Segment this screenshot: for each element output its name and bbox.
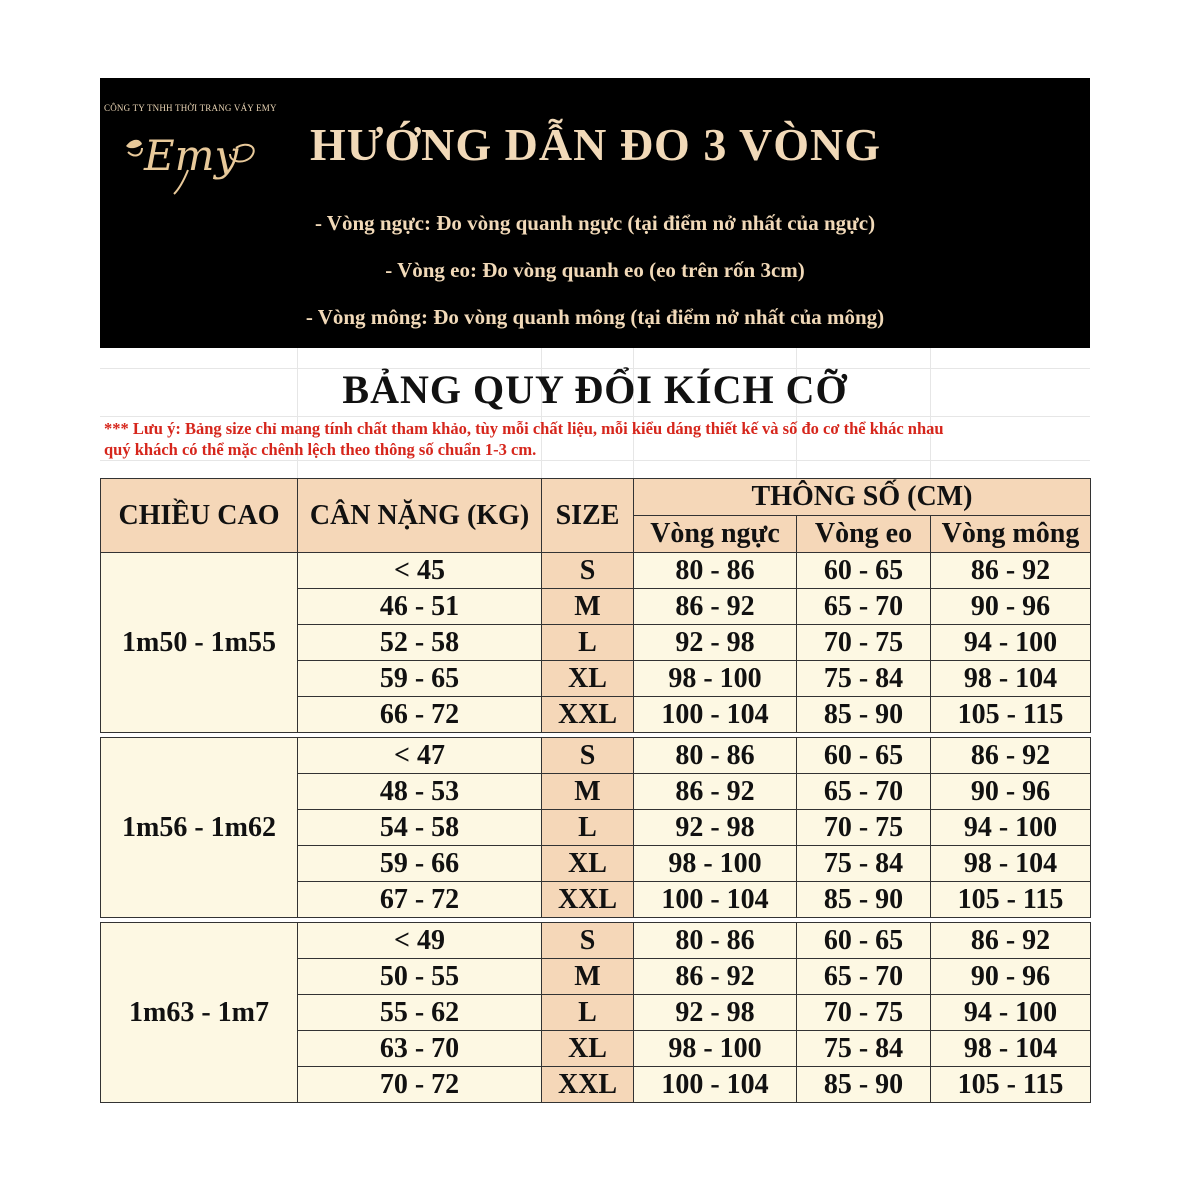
waist-cell: 60 - 65 xyxy=(797,738,931,774)
table-row xyxy=(101,738,1091,774)
size-cell: L xyxy=(542,995,634,1031)
size-note xyxy=(104,418,1088,460)
instruction-hip: - Vòng mông: Đo vòng quanh mông (tại điểm nở nhất của mông) xyxy=(305,305,885,329)
hip-cell: 98 - 104 xyxy=(931,846,1091,882)
size-cell: XL xyxy=(542,661,634,697)
bust-cell: 100 - 104 xyxy=(634,882,797,918)
bust-cell: 100 - 104 xyxy=(634,1067,797,1103)
waist-cell: 70 - 75 xyxy=(797,995,931,1031)
hip-cell: 86 - 92 xyxy=(931,553,1091,589)
waist-cell: 75 - 84 xyxy=(797,661,931,697)
header-waist: Vòng eo xyxy=(797,516,931,553)
weight-cell: 52 - 58 xyxy=(298,625,542,661)
header-hip: Vòng mông xyxy=(931,516,1091,553)
weight-cell: 67 - 72 xyxy=(298,882,542,918)
weight-cell: 70 - 72 xyxy=(298,1067,542,1103)
weight-cell: 55 - 62 xyxy=(298,995,542,1031)
weight-cell: 48 - 53 xyxy=(298,774,542,810)
weight-cell: 50 - 55 xyxy=(298,959,542,995)
table-row xyxy=(101,553,1091,589)
hip-cell: 98 - 104 xyxy=(931,661,1091,697)
hip-cell: 94 - 100 xyxy=(931,625,1091,661)
waist-cell: 70 - 75 xyxy=(797,625,931,661)
header-weight: CÂN NẶNG (KG) xyxy=(298,479,542,553)
waist-cell: 75 - 84 xyxy=(797,1031,931,1067)
size-cell: S xyxy=(542,923,634,959)
weight-cell: < 45 xyxy=(298,553,542,589)
header-height: CHIỀU CAO xyxy=(101,479,298,553)
weight-cell: 59 - 65 xyxy=(298,661,542,697)
hip-cell: 90 - 96 xyxy=(931,774,1091,810)
bust-cell: 80 - 86 xyxy=(634,738,797,774)
weight-cell: 66 - 72 xyxy=(298,697,542,733)
header-size: SIZE xyxy=(542,479,634,553)
instruction-waist: - Vòng eo: Đo vòng quanh eo (eo trên rốn 3cm) xyxy=(385,258,805,282)
bust-cell: 92 - 98 xyxy=(634,810,797,846)
waist-cell: 75 - 84 xyxy=(797,846,931,882)
size-note-line2: quý khách có thể mặc chênh lệch theo thông số chuẩn 1-3 cm. xyxy=(104,440,537,459)
size-cell: M xyxy=(542,959,634,995)
waist-cell: 85 - 90 xyxy=(797,882,931,918)
size-cell: S xyxy=(542,553,634,589)
weight-cell: 59 - 66 xyxy=(298,846,542,882)
guide-header xyxy=(100,78,1090,348)
size-cell: L xyxy=(542,810,634,846)
size-cell: XXL xyxy=(542,882,634,918)
waist-cell: 85 - 90 xyxy=(797,697,931,733)
waist-cell: 60 - 65 xyxy=(797,923,931,959)
company-name: CÔNG TY TNHH THỜI TRANG VÁY EMY xyxy=(104,103,277,113)
logo-text: Emy xyxy=(144,131,239,180)
hip-cell: 86 - 92 xyxy=(931,923,1091,959)
size-cell: XL xyxy=(542,846,634,882)
weight-cell: < 49 xyxy=(298,923,542,959)
size-cell: XL xyxy=(542,1031,634,1067)
waist-cell: 65 - 70 xyxy=(797,774,931,810)
size-cell: XXL xyxy=(542,1067,634,1103)
hip-cell: 90 - 96 xyxy=(931,959,1091,995)
size-cell: S xyxy=(542,738,634,774)
bust-cell: 100 - 104 xyxy=(634,697,797,733)
size-note-line1: *** Lưu ý: Bảng size chỉ mang tính chất tham khảo, tùy mỗi chất liệu, mỗi kiểu dáng thiết kế và số đo cơ thể khác nhau xyxy=(104,419,944,438)
size-cell: M xyxy=(542,774,634,810)
size-cell: M xyxy=(542,589,634,625)
weight-cell: 63 - 70 xyxy=(298,1031,542,1067)
instruction-bust: - Vòng ngực: Đo vòng quanh ngực (tại điểm nở nhất của ngực) xyxy=(314,211,876,235)
header-specs: THÔNG SỐ (CM) xyxy=(634,479,1091,516)
waist-cell: 65 - 70 xyxy=(797,959,931,995)
bust-cell: 86 - 92 xyxy=(634,774,797,810)
bust-cell: 86 - 92 xyxy=(634,589,797,625)
weight-cell: < 47 xyxy=(298,738,542,774)
hip-cell: 105 - 115 xyxy=(931,882,1091,918)
size-table xyxy=(100,478,1091,1103)
hip-cell: 90 - 96 xyxy=(931,589,1091,625)
bust-cell: 98 - 100 xyxy=(634,846,797,882)
size-cell: L xyxy=(542,625,634,661)
height-range: 1m63 - 1m7 xyxy=(101,923,298,1103)
hip-cell: 105 - 115 xyxy=(931,1067,1091,1103)
hip-cell: 86 - 92 xyxy=(931,738,1091,774)
waist-cell: 85 - 90 xyxy=(797,1067,931,1103)
waist-cell: 70 - 75 xyxy=(797,810,931,846)
weight-cell: 54 - 58 xyxy=(298,810,542,846)
bust-cell: 92 - 98 xyxy=(634,625,797,661)
header-bust: Vòng ngực xyxy=(634,516,797,553)
emy-logo xyxy=(118,118,268,188)
guide-title: HƯỚNG DẪN ĐO 3 VÒNG xyxy=(310,119,881,170)
bust-cell: 86 - 92 xyxy=(634,959,797,995)
conversion-title: BẢNG QUY ĐỔI KÍCH CỠ xyxy=(342,367,848,412)
waist-cell: 65 - 70 xyxy=(797,589,931,625)
weight-cell: 46 - 51 xyxy=(298,589,542,625)
bust-cell: 92 - 98 xyxy=(634,995,797,1031)
hip-cell: 94 - 100 xyxy=(931,810,1091,846)
height-range: 1m50 - 1m55 xyxy=(101,553,298,733)
bust-cell: 98 - 100 xyxy=(634,1031,797,1067)
bust-cell: 80 - 86 xyxy=(634,553,797,589)
height-range: 1m56 - 1m62 xyxy=(101,738,298,918)
waist-cell: 60 - 65 xyxy=(797,553,931,589)
bust-cell: 98 - 100 xyxy=(634,661,797,697)
hip-cell: 105 - 115 xyxy=(931,697,1091,733)
hip-cell: 98 - 104 xyxy=(931,1031,1091,1067)
size-cell: XXL xyxy=(542,697,634,733)
table-row xyxy=(101,923,1091,959)
bust-cell: 80 - 86 xyxy=(634,923,797,959)
hip-cell: 94 - 100 xyxy=(931,995,1091,1031)
